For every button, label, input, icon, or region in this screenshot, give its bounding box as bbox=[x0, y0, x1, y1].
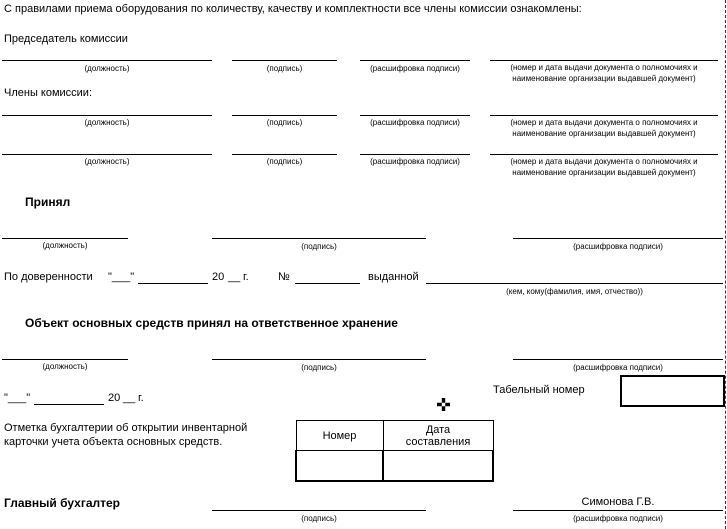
custody-date-day[interactable]: "___" bbox=[4, 392, 31, 404]
chairman-label: Председатель комиссии bbox=[4, 33, 128, 45]
caption-decoding: (расшифровка подписи) bbox=[370, 157, 460, 166]
proxy-year-blank[interactable]: __ bbox=[228, 271, 241, 283]
caption-signature: (подпись) bbox=[266, 64, 303, 73]
proxy-date-day[interactable]: "___" bbox=[108, 271, 135, 283]
accepted-heading: Принял bbox=[25, 195, 71, 209]
member2-position-line[interactable] bbox=[2, 154, 212, 155]
caption-position: (должность) bbox=[84, 118, 130, 127]
caption-signature: (подпись) bbox=[266, 118, 303, 127]
accounting-note-line1: Отметка бухгалтерии об открытии инвентарной bbox=[4, 422, 248, 434]
proxy-number-sign: № bbox=[278, 271, 290, 283]
members-label: Члены комиссии: bbox=[4, 87, 93, 99]
custody-signature-line[interactable] bbox=[212, 359, 426, 360]
custody-year-blank[interactable]: __ bbox=[123, 392, 136, 404]
custody-decoding-line[interactable] bbox=[513, 359, 723, 360]
caption-position: (должность) bbox=[42, 241, 88, 250]
chief-decoding-line[interactable] bbox=[513, 510, 723, 511]
inventory-number-cell[interactable] bbox=[296, 451, 383, 481]
col-date-header-line1: Дата bbox=[425, 423, 451, 436]
member2-signature-line[interactable] bbox=[232, 154, 337, 155]
caption-decoding: (расшифровка подписи) bbox=[370, 118, 460, 127]
col-number-header: Номер bbox=[296, 421, 383, 451]
tab-number-label: Табельный номер bbox=[493, 384, 585, 396]
custody-date-month-line[interactable] bbox=[34, 404, 104, 405]
caption-decoding: (расшифровка подписи) bbox=[573, 363, 663, 372]
proxy-year-suffix: г. bbox=[243, 271, 249, 283]
caption-decoding: (расшифровка подписи) bbox=[573, 514, 663, 523]
chairman-position-line[interactable] bbox=[2, 60, 212, 61]
caption-document-1: (номер и дата выдачи документа о полномочиях и bbox=[510, 63, 698, 72]
member2-document-line[interactable] bbox=[490, 154, 718, 155]
proxy-label: По доверенности bbox=[4, 271, 93, 283]
tab-number-input[interactable] bbox=[620, 375, 725, 407]
accepted-signature-line[interactable] bbox=[212, 238, 426, 239]
caption-document-1: (номер и дата выдачи документа о полномочиях и bbox=[510, 118, 698, 127]
inventory-card-table bbox=[295, 420, 494, 482]
caption-position: (должность) bbox=[84, 64, 130, 73]
caption-signature: (подпись) bbox=[301, 514, 337, 523]
chief-name: Симонова Г.В. bbox=[581, 496, 655, 508]
member1-decoding-line[interactable] bbox=[360, 115, 470, 116]
caption-decoding: (расшифровка подписи) bbox=[573, 242, 663, 251]
proxy-issued-label: выданной bbox=[368, 271, 419, 283]
chairman-document-line[interactable] bbox=[490, 60, 718, 61]
custody-heading: Объект основных средств принял на ответственное хранение bbox=[25, 316, 398, 330]
intro-text: С правилами приема оборудования по количеству, качеству и комплектности все члены комиссии ознакомлены: bbox=[4, 3, 582, 15]
chairman-decoding-line[interactable] bbox=[360, 60, 470, 61]
caption-document-1: (номер и дата выдачи документа о полномочиях и bbox=[510, 157, 698, 166]
caption-document-2: наименование организации выдавшей документ) bbox=[512, 74, 696, 83]
caption-signature: (подпись) bbox=[301, 363, 337, 372]
member1-document-line[interactable] bbox=[490, 115, 718, 116]
member2-decoding-line[interactable] bbox=[360, 154, 470, 155]
caption-document-2: наименование организации выдавшей документ) bbox=[512, 129, 696, 138]
proxy-year-prefix: 20 bbox=[212, 271, 225, 283]
chairman-signature-line[interactable] bbox=[232, 60, 337, 61]
page-break-line bbox=[725, 0, 726, 529]
inventory-date-cell[interactable] bbox=[383, 451, 493, 481]
caption-signature: (подпись) bbox=[266, 157, 303, 166]
custody-year-prefix: 20 bbox=[108, 392, 121, 404]
col-date-header bbox=[383, 421, 493, 451]
proxy-number-line[interactable] bbox=[295, 283, 360, 284]
chief-label: Главный бухгалтер bbox=[4, 496, 121, 510]
custody-position-line[interactable] bbox=[2, 359, 128, 360]
caption-signature: (подпись) bbox=[301, 242, 337, 251]
proxy-issued-line[interactable] bbox=[426, 283, 723, 284]
custody-year-suffix: г. bbox=[138, 392, 144, 404]
accounting-note-line2: карточки учета объекта основных средств. bbox=[4, 436, 223, 448]
caption-position: (должность) bbox=[42, 362, 88, 371]
cell-cursor-icon: ✜ bbox=[436, 395, 452, 415]
caption-decoding: (расшифровка подписи) bbox=[370, 64, 460, 73]
col-date-header-line2: составления bbox=[405, 435, 471, 448]
proxy-date-month-line[interactable] bbox=[138, 283, 208, 284]
member1-position-line[interactable] bbox=[2, 115, 212, 116]
chief-signature-line[interactable] bbox=[212, 510, 426, 511]
caption-document-2: наименование организации выдавшей документ) bbox=[512, 168, 696, 177]
member1-signature-line[interactable] bbox=[232, 115, 337, 116]
accepted-position-line[interactable] bbox=[2, 238, 128, 239]
accepted-decoding-line[interactable] bbox=[513, 238, 723, 239]
proxy-issued-caption: (кем, кому(фамилия, имя, отчество)) bbox=[506, 287, 643, 296]
caption-position: (должность) bbox=[84, 157, 130, 166]
